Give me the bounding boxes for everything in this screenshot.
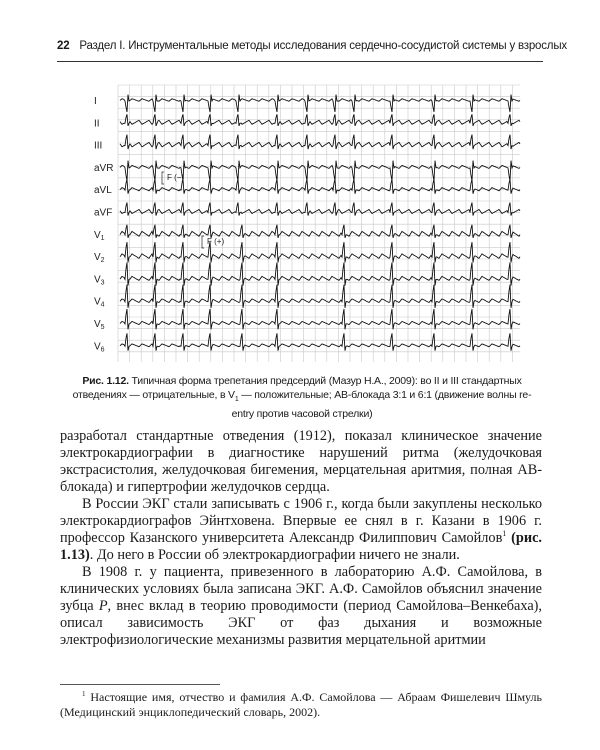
paragraph-1: разработал стандартные отведения (1912), показал клиническое значение электрокардиографии в диагностике нарушений ритма (желудочковая экстрасистолия, желудочковая бигемения, мерцательная аритмия, полная АВ-блокада) и гипертрофии желудочков сердца.	[60, 428, 542, 495]
ecg-tracing	[92, 82, 522, 365]
page-number: 22	[57, 40, 70, 52]
caption-text-b: — положительные; АВ-блокада 3:1 и 6:1 (движение волны re-entry против часовой стрелки)	[231, 389, 532, 421]
lead-trace	[120, 309, 520, 329]
lead-label: $V_2$	[94, 252, 105, 265]
footnote-ref[interactable]: 1	[502, 529, 507, 539]
footnote-text: Настоящие имя, отчество и фамилия А.Ф. Самойлова — Абраам Фишелевич Шмуль (Медицинский энциклопедический словарь, 2002).	[60, 690, 542, 719]
lead-trace	[120, 135, 520, 150]
figure-label: Рис. 1.12.	[82, 375, 129, 387]
footnote-rule	[60, 684, 220, 685]
lead-label: aVF	[94, 207, 113, 219]
figure-ref-link[interactable]: (рис. 1.13)	[60, 530, 542, 563]
caption-text-a: Типичная форма трепетания предсердий (Мазур Н.А., 2009): во II и III стандартных отведениях — отрицательные, в V	[72, 375, 522, 401]
paragraph-3-text-b: , внес вклад в теорию проводимости (период Самойлова–Венкебаха), описал зависимость ЭКГ от фаз дыхания и возможные электрофизиологические механизмы развития мерцательной аритмии	[60, 598, 543, 648]
flutter-negative-label: F (−)	[167, 173, 185, 182]
footnote-mark: 1	[82, 690, 86, 698]
lead-label: $V_4$	[94, 296, 105, 309]
flutter-positive-label: F (+)	[207, 237, 225, 246]
paragraph-2-text-a: В России ЭКГ стали записывать с 1906 г., когда были закуплены несколько электрокардиографов Эйнтховена. Впервые ее снял в г. Казани в 1906 г. профессор Казанского университета Александр Филиппович Самойлов	[60, 496, 542, 546]
paragraph-2	[60, 496, 542, 564]
lead-trace	[120, 203, 520, 216]
lead-label: aVR	[94, 162, 114, 174]
running-header	[57, 40, 567, 52]
lead-label: I	[94, 96, 97, 107]
caption-subscript: 1	[234, 396, 239, 404]
footnote	[60, 690, 542, 720]
body-text	[60, 428, 542, 649]
header-rule	[57, 61, 543, 62]
lead-label: $V_6$	[94, 341, 105, 354]
ecg-grid	[118, 85, 520, 362]
lead-trace	[120, 333, 520, 350]
bracket-pos	[202, 236, 204, 248]
lead-trace	[120, 95, 520, 112]
figure-caption	[72, 374, 532, 421]
lead-trace	[120, 285, 520, 308]
lead-label: $V_1$	[94, 229, 105, 242]
running-title: Раздел I. Инструментальные методы исследования сердечно-сосудистой системы у взрослых	[79, 40, 567, 52]
ecg-figure	[92, 82, 522, 365]
lead-label: II	[94, 118, 100, 130]
lead-label: aVL	[94, 185, 112, 197]
lead-trace	[120, 242, 520, 262]
paragraph-3-text-a: В 1908 г. у пациента, привезенного в лабораторию А.Ф. Самойлова, в клинических условиях была записана ЭКГ. А.Ф. Самойлов объяснил значение зубца	[60, 564, 542, 614]
paragraph-2-text-b: . До него в России об электрокардиографии ничего не знали.	[89, 547, 460, 563]
lead-label: $V_3$	[94, 274, 105, 287]
lead-trace	[120, 114, 520, 126]
lead-label: III	[94, 140, 103, 152]
lead-label: $V_5$	[94, 319, 105, 331]
wave-p-label: P	[98, 598, 108, 614]
paragraph-3	[60, 564, 542, 649]
